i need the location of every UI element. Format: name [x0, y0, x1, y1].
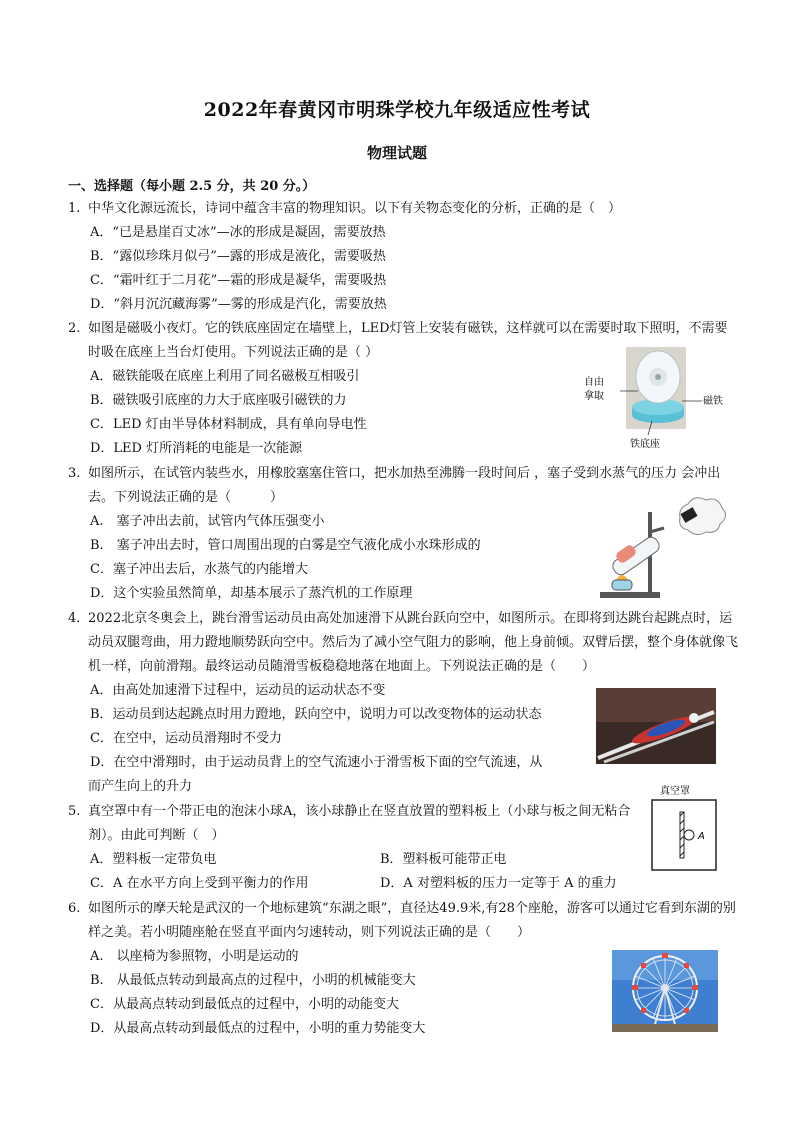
question-text: 如图所示，在试管内装些水，用橡胶塞塞住管口，把水加热至沸腾一段时间后 ，塞子受到水蒸气的压力 会冲出去。下列说法正确的是（ ） — [88, 466, 721, 505]
question-number: 5. — [68, 804, 81, 819]
option-d: D．A 对塑料板的压力一定等于 A 的重力 — [380, 876, 617, 891]
option-a: A．塑料板一定带负电 — [90, 852, 217, 867]
question-number: 6. — [68, 901, 81, 916]
option-b: B. 塞子冲出去时，管口周围出现的白雾是空气液化成小水珠形成的 — [90, 538, 481, 553]
option-a: A．“已是悬崖百丈冰”—冰的形成是凝固，需要放热 — [90, 225, 386, 240]
option-c: C．“霜叶红于二月花”—霜的形成是凝华，需要吸热 — [90, 273, 387, 288]
exam-subtitle: 物理试题 — [366, 144, 427, 162]
vacuum-jar-figure — [648, 784, 722, 878]
label-base: 铁底座 — [630, 439, 660, 450]
option-d: D．这个实验虽然简单，却基本展示了蒸汽机的工作原理 — [90, 586, 413, 601]
option-b: B. 从最低点转动到最高点的过程中，小明的机械能变大 — [90, 973, 416, 988]
option-c: C．塞子冲出去后，水蒸气的内能增大 — [90, 562, 308, 577]
exam-title: 2022年春黄冈市明珠学校九年级适应性考试 — [203, 99, 591, 121]
option-d: D．“斜月沉沉藏海雾”—雾的形成是汽化，需要放热 — [90, 297, 387, 312]
label-magnet: 磁铁 — [703, 396, 723, 407]
option-c: C．LED 灯由半导体材料制成，具有单向导电性 — [90, 417, 367, 432]
question-text: 真空罩中有一个带正电的泡沫小球A，该小球静止在竖直放置的塑料板上（小球与板之间无粘合剂）。由此可判断（ ） — [88, 804, 631, 843]
option-b: B．磁铁吸引底座的力大于底座吸引磁铁的力 — [90, 393, 347, 408]
question-number: 2. — [68, 321, 81, 336]
option-c: C．A 在水平方向上受到平衡力的作用 — [90, 876, 309, 891]
option-a: A. 以座椅为参照物，小明是运动的 — [90, 949, 299, 964]
question-5 — [68, 800, 670, 896]
option-a: A．磁铁能吸在底座上利用了同名磁极互相吸引 — [90, 369, 360, 384]
option-b: B．“露似珍珠月似弓”—露的形成是液化，需要吸热 — [90, 249, 386, 264]
option-d: D．从最高点转动到最低点的过程中，小明的重力势能变大 — [90, 1021, 426, 1036]
option-a: A．由高处加速滑下过程中，运动员的运动状态不变 — [90, 683, 386, 698]
option-b: B．运动员到达起跳点时用力蹬地，跃向空中，说明力可以改变物体的运动状态 — [90, 707, 542, 722]
label-vacuum: 真空罩 — [660, 786, 690, 797]
question-text: 如图是磁吸小夜灯。它的铁底座固定在墙壁上，LED灯管上安装有磁铁，这样就可以在需要时取下照明，不需要时吸在底座上当台灯使用。下列说法正确的是（ ） — [88, 321, 728, 360]
option-d: D．LED 灯所消耗的电能是一次能源 — [90, 441, 303, 456]
section-heading: 一、选择题（每小题 2.5 分，共 20 分。） — [68, 179, 316, 194]
ski-jumper-photo — [596, 688, 716, 768]
question-stem — [68, 897, 738, 945]
question-number: 4． — [68, 611, 90, 626]
option-c: C．从最高点转动到最低点的过程中，小明的动能变大 — [90, 997, 399, 1012]
label-take: 拿取 — [584, 391, 604, 402]
question-stem — [68, 800, 658, 848]
question-text: 中华文化源远流长，诗词中蕴含丰富的物理知识。以下有关物态变化的分析，正确的是（ ） — [88, 201, 622, 216]
option-d-continuation: 而产生向上的升力 — [88, 779, 193, 794]
question-number: 1. — [68, 201, 81, 216]
question-text: 如图所示的摩天轮是武汉的一个地标建筑“东湖之眼”，直径达49.9米,有28个座舱，游客可以通过它看到东湖的别样之美。若小明随座舱在竖直平面内匀速转动，则下列说法正确的是（ ） — [88, 901, 736, 940]
test-tube-figure — [590, 492, 730, 604]
ferris-wheel-photo — [612, 950, 718, 1036]
label-ball: A — [698, 831, 705, 842]
option-row-cd — [68, 872, 670, 896]
night-light-figure — [582, 345, 732, 459]
option-d: D．在空中滑翔时，由于运动员背上的空气流速小于滑雪板下面的空气流速，从 — [90, 755, 543, 770]
question-text: 2022北京冬奥会上，跳台滑雪运动员由高处加速滑下从跳台跃向空中，如图所示。在即将到达跳台起跳点时，运动员双腿弯曲，用力蹬地顺势跃向空中。然后为了减小空气阻力的影响，他上身前倾。双臂后摆，整个身体就像飞机一样，向前滑翔。最终运动员随滑雪板稳稳地落在地面上。下列说法正确的是（ ） — [88, 611, 739, 674]
label-free: 自由 — [584, 377, 604, 388]
option-c: C．在空中，运动员滑翔时不受力 — [90, 731, 282, 746]
question-1 — [68, 197, 738, 317]
option-a: A. 塞子冲出去前，试管内气体压强变小 — [90, 514, 325, 529]
option-b: B．塑料板可能带正电 — [380, 852, 507, 867]
question-stem — [68, 197, 738, 221]
question-stem — [68, 607, 738, 679]
question-number: 3. — [68, 466, 81, 481]
option-row-ab — [68, 848, 670, 872]
